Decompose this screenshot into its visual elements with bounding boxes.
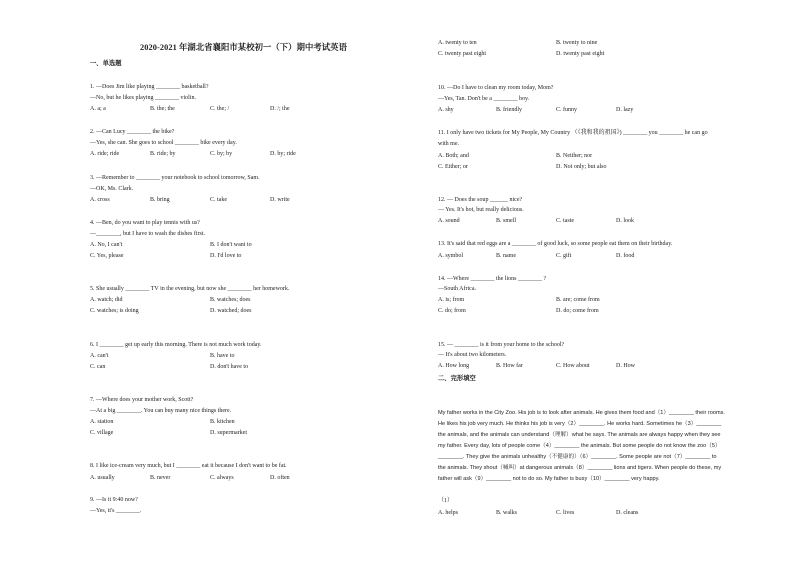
question-stem-line2: —Yes, it's ________. (90, 508, 142, 514)
option-a[interactable]: A. a; a (90, 106, 106, 112)
option-c[interactable]: C. How about (556, 363, 590, 369)
passage-line-4: my father. Every day, lots of people come（4）________ the animals. But some people do not know the zoo（5） (438, 443, 721, 449)
option-a[interactable]: A. shy (438, 107, 454, 113)
option-a[interactable]: A. How long (438, 363, 470, 369)
option-b[interactable]: B. smell (496, 218, 517, 224)
question-stem: 8. I like ice-cream very much, but I ________ eat it because I don't want to be fat. (90, 463, 287, 469)
option-b[interactable]: B. friendly (496, 107, 522, 113)
option-d[interactable]: D. food (616, 253, 635, 259)
option-d[interactable]: D. often (270, 475, 290, 481)
cloze-number: （1） (438, 498, 454, 504)
option-a[interactable]: A. ride; ride (90, 151, 120, 157)
option-a[interactable]: A. can't (90, 353, 109, 359)
left-column (88, 0, 448, 562)
option-c[interactable]: C. lives (556, 510, 575, 516)
question-stem-line2: — Yes. It's hot, but really delicious. (438, 207, 524, 213)
option-a[interactable]: A. usually (90, 475, 115, 481)
question-stem: 1. —Does Jim like playing ________ basketball? (90, 84, 209, 90)
option-d[interactable]: D. write (270, 197, 290, 203)
option-a[interactable]: A. cross (90, 197, 110, 203)
question-stem: 11. I only have two tickets for My People, My Country （《我和我的祖国》) ________ you ________ he can go (438, 130, 708, 136)
option-b[interactable]: B. ride; by (150, 151, 176, 157)
option-d[interactable]: D. look (616, 218, 634, 224)
question-stem: 14. —Where ________ the lions ________ ? (438, 276, 547, 282)
option-c[interactable]: C. Either; or (438, 164, 468, 170)
page-title: 2020-2021 年湖北省襄阳市某校初一（下）期中考试英语 (140, 43, 347, 52)
option-c[interactable]: C. gift (556, 253, 572, 259)
question-stem: 15. — ________ is it from your home to the school? (438, 342, 565, 348)
option-b[interactable]: B. Neither; nor (556, 153, 593, 159)
passage-line-5: ________. They give the animals unhealthy（不健康的）（6）________. Some people are not（7）________ to (438, 454, 717, 460)
option-a[interactable]: A. Both; and (438, 153, 469, 159)
question-stem-line2: —South Africa. (438, 286, 476, 292)
question-stem: 7. —Where does your mother work, Scott? (90, 397, 194, 403)
question-stem: 13. It's said that red eggs are a ________ of good luck, so some people eat them on their birthday. (438, 241, 673, 247)
question-stem: 10. —Do I have to clean my room today, Mom? (438, 85, 554, 91)
option-b[interactable]: B. How far (496, 363, 523, 369)
option-c[interactable]: C. do; from (438, 308, 466, 314)
option-c[interactable]: C. take (210, 197, 227, 203)
passage-line-6: the animals. They shout（喊叫）at dangerous animals（8）________ lions and tigers. When people do these, my (438, 465, 722, 471)
question-stem-line2: —Yes, Tan. Don't be a ________ boy. (438, 96, 530, 102)
passage-line-3: the animals, and the animals can understand（理解）what he says. The animals are always happy when they see (438, 432, 721, 438)
option-c[interactable]: C. village (90, 430, 114, 436)
question-stem: 3. —Remember to ________ your notebook to school tomorrow, Sam. (90, 175, 260, 181)
option-d[interactable]: D. I'd love to (210, 253, 242, 259)
question-stem: 2. —Can Lucy ________ the bike? (90, 129, 175, 135)
option-a[interactable]: A. helps (438, 510, 458, 516)
option-b[interactable]: B. the; the (150, 106, 175, 112)
option-b[interactable]: B. never (150, 475, 171, 481)
option-b[interactable]: B. twenty to nine (556, 40, 598, 46)
passage-line-2: He likes his job very much. He thinks his job is very（2）________. He works hard. Sometimes he（3）________ (438, 421, 722, 427)
option-b[interactable]: B. have to (210, 353, 235, 359)
option-c[interactable]: C. always (210, 475, 234, 481)
option-b[interactable]: B. bring (150, 197, 170, 203)
option-d[interactable]: D. Not only; but also (556, 164, 607, 170)
option-b[interactable]: B. are; come from (556, 297, 600, 303)
option-b[interactable]: B. kitchen (210, 419, 235, 425)
option-b[interactable]: B. walks (496, 510, 517, 516)
option-d[interactable]: D. don't have to (210, 364, 249, 370)
question-stem: 4. —Ben, do you want to play tennis with us? (90, 220, 200, 226)
question-stem: 12. — Does the soup ______ nice? (438, 197, 523, 203)
question-stem-line2: with me. (438, 141, 459, 147)
option-d[interactable]: D. do; come from (556, 308, 599, 314)
option-d[interactable]: D. by; ride (270, 151, 296, 157)
question-stem: 9. —Is it 9:40 now? (90, 497, 138, 503)
question-stem: 6. I ________ get up early this morning. There is not much work today. (90, 342, 262, 348)
option-d[interactable]: D. twenty past eight (556, 51, 605, 57)
question-stem-line2: —At a big ________. You can buy many nice things there. (90, 408, 232, 414)
option-a[interactable]: A. symbol (438, 253, 464, 259)
option-a[interactable]: A. No, I can't (90, 242, 123, 248)
passage-line-7: father will ask（9）________ not to do so. My father is busy（10）________ very happy. (438, 476, 660, 482)
option-d[interactable]: D. watched; does (210, 308, 252, 314)
option-d[interactable]: D. cleans (616, 510, 639, 516)
section-heading-single-choice: 一、单选题 (90, 60, 122, 67)
option-a[interactable]: A. station (90, 419, 114, 425)
option-b[interactable]: B. name (496, 253, 516, 259)
question-stem: 5. She usually ________ TV in the evening, but now she ________ her homework. (90, 286, 290, 292)
option-a[interactable]: A. watch; did (90, 297, 123, 303)
question-stem-line2: — It's about two kilometers. (438, 352, 507, 358)
option-c[interactable]: C. by; by (210, 151, 233, 157)
option-d[interactable]: D. How (616, 363, 635, 369)
question-stem-line2: —No, but he likes playing ________ violin. (90, 95, 196, 101)
question-stem-line2: —________, but I have to wash the dishes first. (90, 231, 205, 237)
option-c[interactable]: C. can (90, 364, 106, 370)
right-column (436, 0, 794, 562)
question-stem-line2: —OK, Ms. Clark. (90, 186, 134, 192)
question-stem-line2: —Yes, she can. She goes to school ________ bike every day. (90, 140, 237, 146)
option-c[interactable]: C. watches; is doing (90, 308, 139, 314)
option-c[interactable]: C. taste (556, 218, 574, 224)
section-heading-cloze: 二、完形填空 (438, 375, 476, 382)
option-d[interactable]: D. /; the (270, 106, 290, 112)
option-c[interactable]: C. Yes, please (90, 253, 124, 259)
option-c[interactable]: C. funny (556, 107, 577, 113)
option-d[interactable]: D. lazy (616, 107, 634, 113)
option-d[interactable]: D. supermarket (210, 430, 247, 436)
option-c[interactable]: C. twenty past eight (438, 51, 486, 57)
option-c[interactable]: C. the; / (210, 106, 230, 112)
option-a[interactable]: A. sound (438, 218, 460, 224)
option-a[interactable]: A. is; from (438, 297, 465, 303)
option-a[interactable]: A. twenty to ten (438, 40, 477, 46)
option-b[interactable]: B. I don't want to (210, 242, 252, 248)
option-b[interactable]: B. watches; does (210, 297, 251, 303)
passage-line-1: My father works in the City Zoo. His job is to look after animals. He gives them food and（1）________ their rooms. (438, 410, 725, 416)
